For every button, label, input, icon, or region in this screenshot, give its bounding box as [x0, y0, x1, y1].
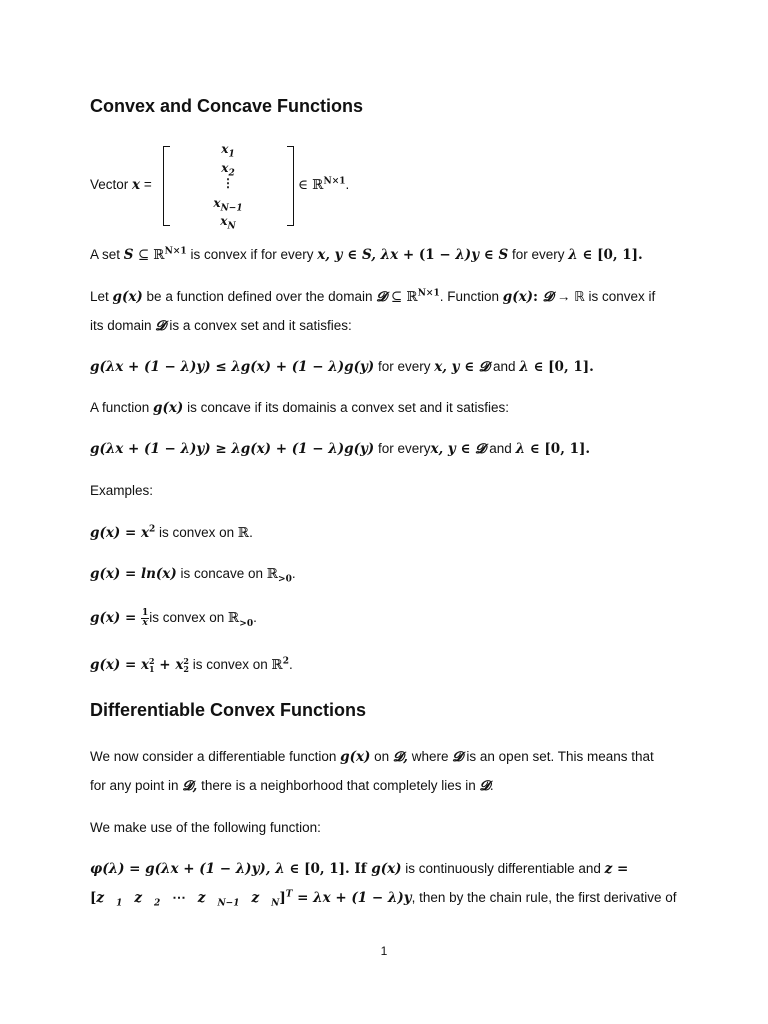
text: , then by the chain rule, the first derivative of	[411, 890, 677, 905]
zn-1	[197, 890, 240, 909]
math: 𝓓,	[182, 778, 198, 794]
math: g(x)	[502, 289, 534, 305]
text: for every	[374, 441, 431, 456]
sup: 2	[149, 524, 156, 535]
var: z	[96, 890, 105, 906]
sup: N×1	[164, 246, 187, 257]
text: and	[489, 359, 520, 374]
math: x, y	[317, 247, 343, 263]
math: g(x) = ln(x)	[90, 566, 177, 582]
text: is convex if for every	[186, 247, 318, 262]
text: Let	[90, 289, 113, 304]
math: =	[612, 861, 629, 877]
math: λ	[515, 441, 526, 457]
vector-space	[298, 177, 349, 193]
sub: >0	[239, 618, 254, 629]
math: ∈ [0, 1].	[528, 359, 594, 375]
math: 𝓓	[475, 441, 486, 457]
entry-sub: N	[227, 221, 236, 232]
sub: 1	[149, 664, 155, 675]
bracket: [	[90, 890, 97, 906]
math: 𝓓,	[392, 749, 409, 765]
examples-label: Examples:	[90, 483, 154, 498]
text: A function	[90, 400, 154, 415]
left-bracket	[163, 146, 170, 226]
text: its domain	[90, 318, 156, 333]
sup: 2	[183, 656, 189, 667]
set: ℝ	[266, 566, 279, 582]
math: λ	[519, 359, 529, 375]
use-function-label: We make use of the following function:	[90, 820, 321, 835]
math: 𝓓	[376, 289, 387, 305]
vector-entry-n-minus-1	[171, 196, 285, 214]
sub: N−1	[217, 898, 240, 909]
vector-entry-2	[171, 161, 285, 179]
sub: 2	[154, 898, 161, 909]
text: is an open set. This means that	[462, 749, 654, 764]
vector-entry-dots: ⋮	[222, 176, 234, 190]
sub: 2	[183, 664, 189, 675]
concave-function-definition	[90, 399, 698, 417]
z1	[96, 890, 123, 909]
zn	[251, 890, 280, 909]
text: ⊆ ℝ	[386, 289, 418, 305]
var: z	[197, 890, 206, 906]
math: x, y	[434, 359, 460, 375]
text: where	[408, 749, 453, 764]
example-1	[90, 524, 698, 542]
math: S	[123, 247, 134, 263]
math: :	[533, 289, 543, 305]
text: for any point in	[90, 778, 183, 793]
entry-sub: 2	[228, 168, 235, 179]
set: ℝ	[271, 657, 283, 673]
math: S	[498, 247, 509, 263]
numerator: 1	[141, 608, 149, 618]
phi-definition-line1	[90, 860, 698, 878]
math: = λx + (1 − λ)y	[292, 890, 412, 906]
vector-symbol: x	[132, 177, 141, 193]
z2	[134, 890, 161, 909]
math: ∈ [0, 1].	[525, 441, 591, 457]
math: + x	[154, 657, 184, 673]
text: is concave if its domainis a convex set and it satisfies:	[183, 400, 509, 415]
math: λ)y	[455, 247, 480, 263]
period: .	[289, 657, 293, 672]
math: g(λx + (1 − λ)y) ≤ λg(x) + (1 − λ)g(y)	[90, 359, 375, 375]
math: ∈	[455, 441, 476, 457]
text: be a function defined over the domain	[142, 289, 377, 304]
page-number: 1	[380, 944, 388, 958]
math: ∈	[342, 247, 362, 263]
math: g(x)	[371, 861, 402, 877]
convex-function-definition-line1	[90, 288, 698, 306]
text: is convex on	[188, 657, 272, 672]
math: 𝓓	[155, 318, 166, 334]
example-3	[90, 609, 698, 628]
differentiable-paragraph-line2	[90, 777, 698, 795]
vector-label-text: Vector	[90, 177, 133, 192]
text: for every	[374, 359, 435, 374]
math: ∈ [0, 1].	[577, 247, 643, 263]
entry-sub: N−1	[220, 203, 243, 214]
math: g(x) =	[90, 610, 141, 627]
entry-var: x	[220, 214, 228, 228]
period: .	[249, 525, 253, 540]
math: 𝓓	[478, 359, 490, 375]
period: .	[345, 177, 350, 192]
text: on	[370, 749, 393, 764]
example-4	[90, 656, 698, 674]
math: 𝓓	[479, 778, 490, 794]
transpose: T	[285, 889, 293, 900]
math: g(x) = x	[90, 657, 150, 673]
sup: 2	[149, 656, 155, 667]
entry-var: x	[221, 161, 229, 175]
math: λ	[568, 247, 578, 263]
equals-sign: =	[140, 177, 152, 192]
period: .	[291, 566, 296, 581]
math: x, y	[430, 441, 456, 457]
math: g(x) = x	[90, 525, 150, 541]
fraction	[141, 609, 149, 628]
space-dim: N×1	[323, 176, 346, 187]
example-2	[90, 565, 698, 583]
convex-inequality	[90, 358, 698, 376]
denominator: x	[142, 618, 148, 628]
math: g(x)	[153, 400, 184, 416]
text: and	[485, 441, 516, 456]
math: 𝓓	[542, 289, 554, 305]
math: ∈	[459, 359, 479, 375]
entry-sub: 1	[228, 149, 235, 160]
math: 𝓓	[452, 749, 463, 765]
var: z	[134, 890, 142, 906]
text: A set	[90, 247, 124, 262]
text: there is a neighborhood that completely lies in	[197, 778, 480, 793]
bracket: ]	[279, 890, 286, 906]
text: is convex on	[155, 525, 238, 540]
math: z	[604, 861, 613, 877]
right-bracket	[287, 146, 294, 226]
dots: ⋯	[172, 890, 186, 906]
text: . Function	[439, 289, 503, 304]
space-symbol: ∈ ℝ	[298, 177, 324, 193]
convex-set-definition	[90, 246, 698, 264]
text: is concave on	[176, 566, 267, 581]
math: φ(λ) = g(λx + (1 − λ)y), λ	[90, 861, 285, 877]
entry-var: x	[213, 196, 221, 210]
section-heading-differentiable: Differentiable Convex Functions	[90, 700, 367, 720]
var: z	[251, 890, 260, 906]
section-heading-convex-concave: Convex and Concave Functions	[90, 96, 364, 116]
sub: N	[271, 898, 280, 909]
phi-definition-line2	[90, 889, 698, 907]
text: is convex on	[149, 610, 229, 626]
sub: 1	[116, 898, 123, 909]
math: g(λx + (1 − λ)y) ≥ λg(x) + (1 − λ)g(y)	[90, 441, 375, 457]
math: g(x)	[112, 289, 143, 305]
concave-inequality	[90, 440, 698, 458]
set: ℝ	[228, 610, 240, 627]
math: S, λx	[361, 247, 399, 263]
text: ⊆ ℝ	[133, 247, 165, 263]
differentiable-paragraph-line1	[90, 748, 698, 766]
period: .	[253, 610, 257, 626]
text: → ℝ is convex if	[553, 289, 656, 304]
math: + (1 −	[398, 247, 456, 263]
text: for every	[508, 247, 569, 262]
sup: 2	[282, 656, 289, 667]
text: .	[489, 778, 494, 793]
set: ℝ	[237, 525, 250, 541]
sub: >0	[278, 574, 292, 585]
text: We now consider a differentiable function	[90, 749, 341, 764]
math: ∈ [0, 1]. If	[284, 861, 372, 877]
math: g(x)	[340, 749, 371, 765]
convex-function-definition-line2	[90, 317, 698, 335]
text: is continuously differentiable and	[401, 861, 605, 876]
vector-entry-n	[171, 214, 285, 232]
vector-entry-1	[171, 142, 285, 160]
sup: N×1	[417, 288, 440, 299]
text: is a convex set and it satisfies:	[165, 318, 352, 333]
math: ∈	[479, 247, 499, 263]
entry-var: x	[221, 142, 229, 156]
